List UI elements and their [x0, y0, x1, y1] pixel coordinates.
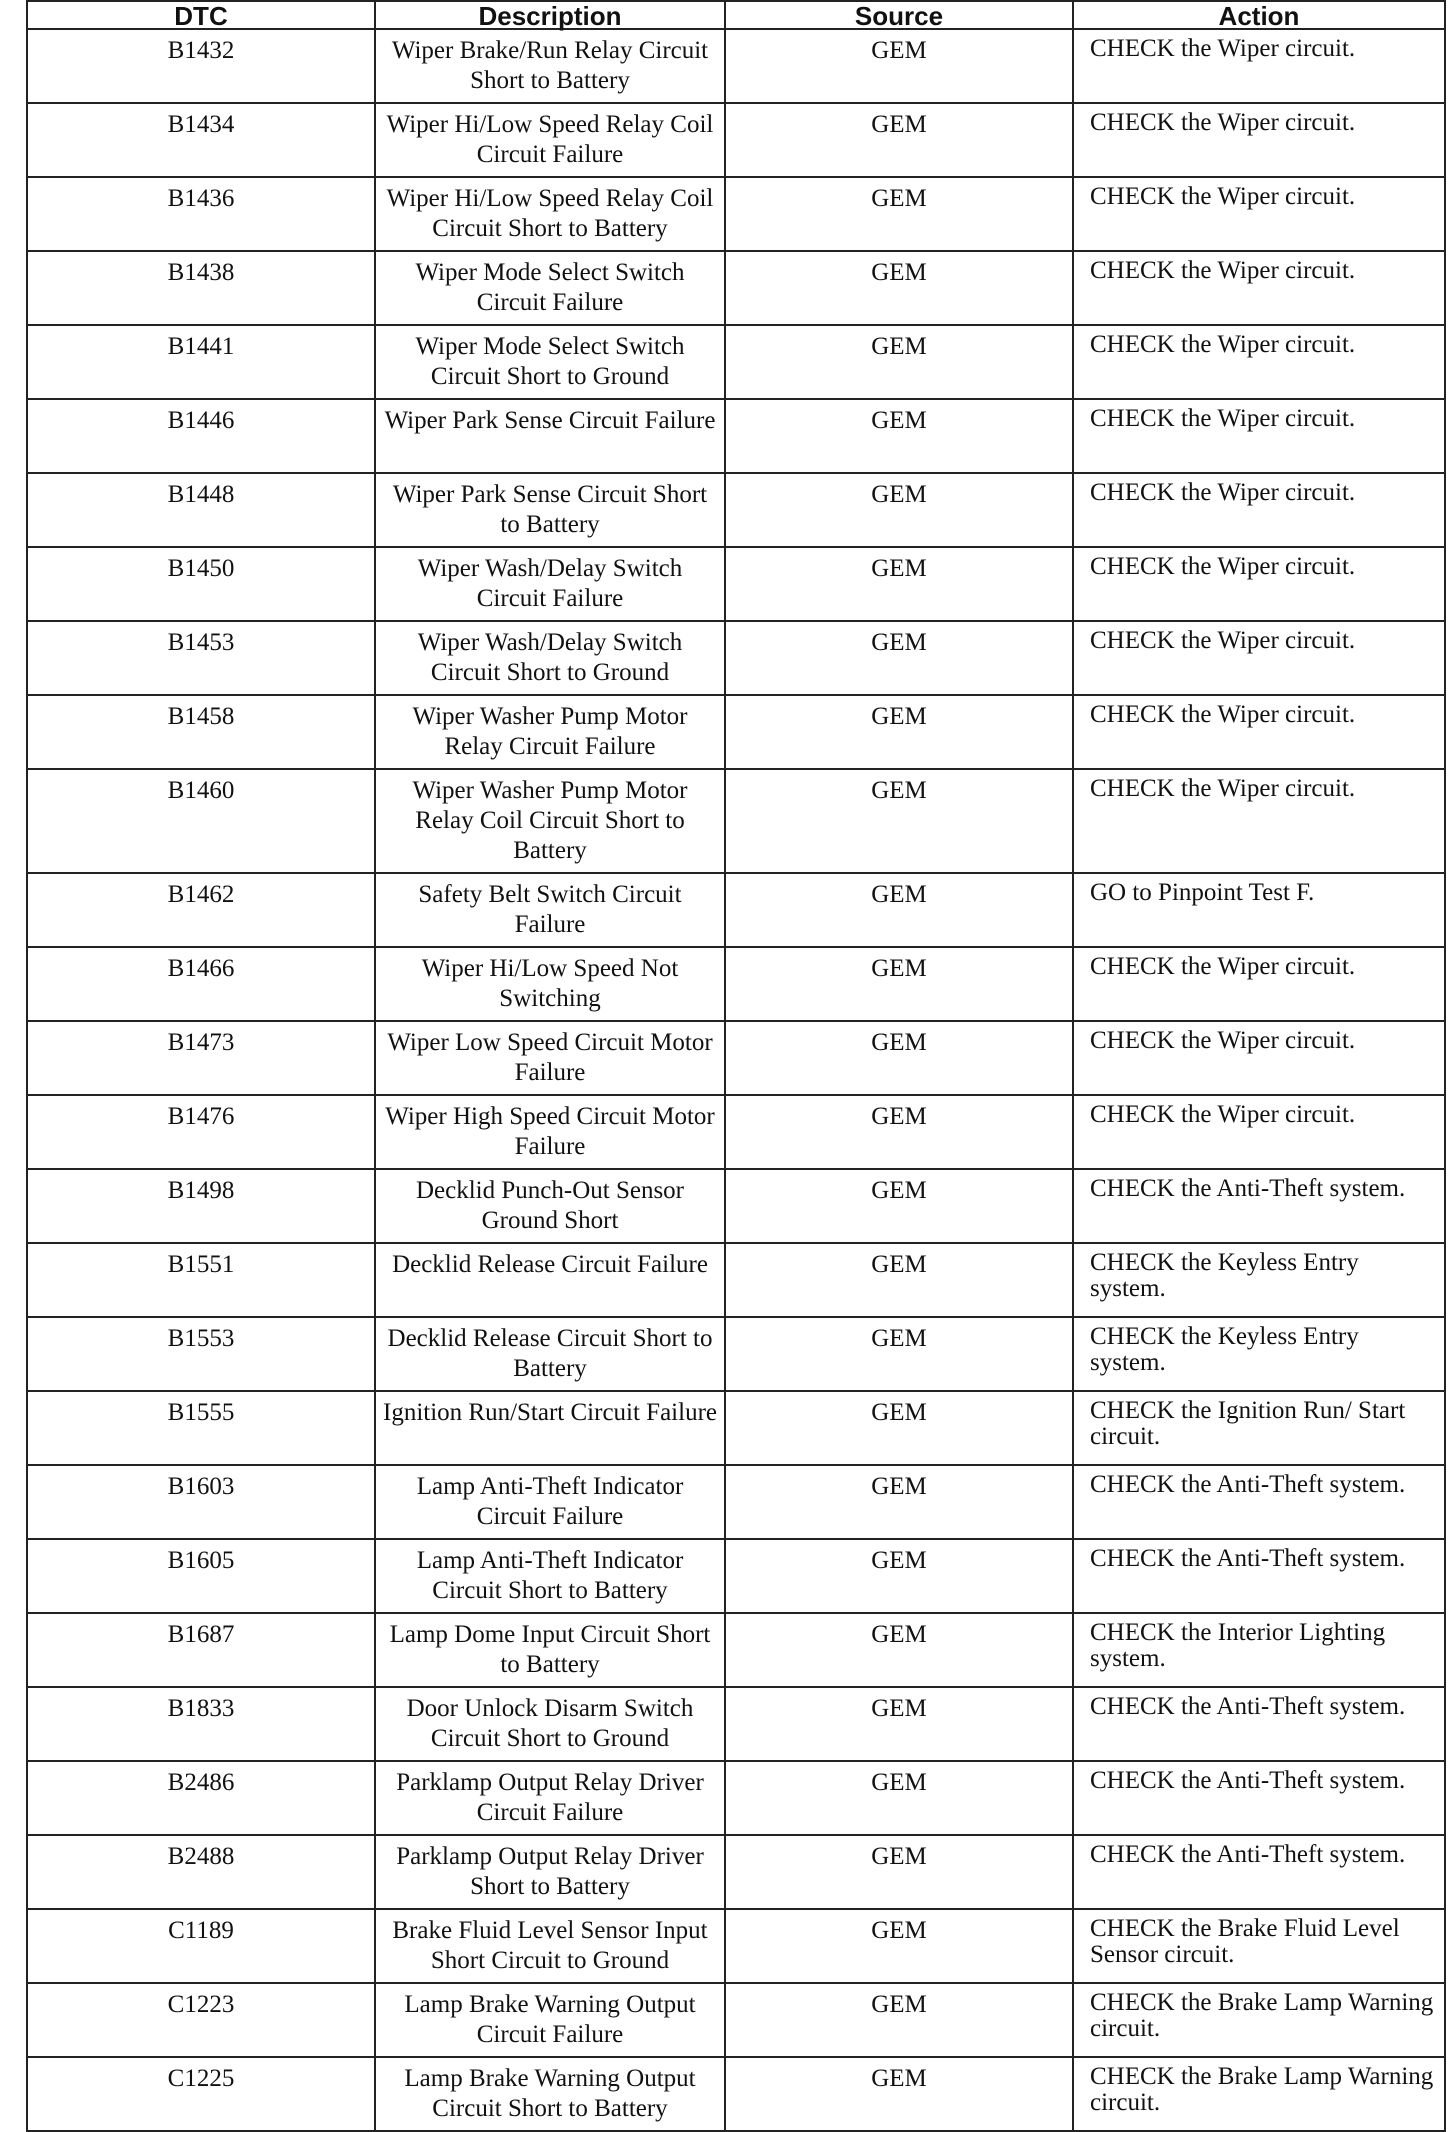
dtc-code: B1833 — [27, 1687, 375, 1761]
dtc-code: B1460 — [27, 769, 375, 873]
dtc-description: Wiper Washer Pump Motor Relay Coil Circuit Short to Battery — [375, 769, 725, 873]
header-description: Description — [375, 1, 725, 29]
dtc-action: CHECK the Wiper circuit. — [1073, 251, 1445, 325]
dtc-source: GEM — [725, 1761, 1073, 1835]
dtc-code: B1441 — [27, 325, 375, 399]
table-row — [27, 251, 1445, 325]
dtc-action: CHECK the Wiper circuit. — [1073, 473, 1445, 547]
dtc-action: CHECK the Wiper circuit. — [1073, 695, 1445, 769]
dtc-action: CHECK the Keyless Entry system. — [1073, 1243, 1445, 1317]
table-row — [27, 1835, 1445, 1909]
dtc-action: CHECK the Anti-Theft system. — [1073, 1169, 1445, 1243]
table-row — [27, 325, 1445, 399]
table-row — [27, 1243, 1445, 1317]
dtc-source: GEM — [725, 251, 1073, 325]
table-row — [27, 1687, 1445, 1761]
table-row — [27, 1909, 1445, 1983]
dtc-description: Lamp Anti-Theft Indicator Circuit Failure — [375, 1465, 725, 1539]
dtc-source: GEM — [725, 1169, 1073, 1243]
table-row — [27, 1391, 1445, 1465]
dtc-action: CHECK the Wiper circuit. — [1073, 769, 1445, 873]
dtc-description: Lamp Brake Warning Output Circuit Failure — [375, 1983, 725, 2057]
table-row — [27, 947, 1445, 1021]
dtc-description: Wiper Low Speed Circuit Motor Failure — [375, 1021, 725, 1095]
dtc-source: GEM — [725, 399, 1073, 473]
header-source: Source — [725, 1, 1073, 29]
dtc-description: Lamp Brake Warning Output Circuit Short to Battery — [375, 2057, 725, 2131]
dtc-description: Wiper Mode Select Switch Circuit Failure — [375, 251, 725, 325]
dtc-code: B1498 — [27, 1169, 375, 1243]
dtc-action: CHECK the Anti-Theft system. — [1073, 1465, 1445, 1539]
dtc-code: B1555 — [27, 1391, 375, 1465]
dtc-source: GEM — [725, 177, 1073, 251]
dtc-source: GEM — [725, 947, 1073, 1021]
dtc-source: GEM — [725, 1391, 1073, 1465]
table-row — [27, 1613, 1445, 1687]
dtc-description: Wiper Hi/Low Speed Relay Coil Circuit Failure — [375, 103, 725, 177]
dtc-source: GEM — [725, 1909, 1073, 1983]
dtc-code: B1450 — [27, 547, 375, 621]
table-row — [27, 1317, 1445, 1391]
table-row — [27, 1169, 1445, 1243]
table-row — [27, 1465, 1445, 1539]
dtc-source: GEM — [725, 1983, 1073, 2057]
dtc-code: B1438 — [27, 251, 375, 325]
dtc-description: Lamp Anti-Theft Indicator Circuit Short to Battery — [375, 1539, 725, 1613]
dtc-description: Wiper Park Sense Circuit Short to Battery — [375, 473, 725, 547]
dtc-source: GEM — [725, 1021, 1073, 1095]
dtc-code: B1458 — [27, 695, 375, 769]
dtc-source: GEM — [725, 547, 1073, 621]
dtc-source: GEM — [725, 873, 1073, 947]
dtc-action: CHECK the Wiper circuit. — [1073, 621, 1445, 695]
dtc-action: CHECK the Anti-Theft system. — [1073, 1539, 1445, 1613]
dtc-action: CHECK the Wiper circuit. — [1073, 547, 1445, 621]
dtc-source: GEM — [725, 2057, 1073, 2131]
dtc-description: Wiper Hi/Low Speed Not Switching — [375, 947, 725, 1021]
dtc-action: CHECK the Keyless Entry system. — [1073, 1317, 1445, 1391]
dtc-code: B1432 — [27, 29, 375, 103]
dtc-action: CHECK the Anti-Theft system. — [1073, 1687, 1445, 1761]
dtc-table — [26, 0, 1446, 2132]
dtc-code: B1436 — [27, 177, 375, 251]
dtc-code: B2488 — [27, 1835, 375, 1909]
dtc-source: GEM — [725, 1835, 1073, 1909]
dtc-description: Wiper Mode Select Switch Circuit Short to Ground — [375, 325, 725, 399]
table-row — [27, 1761, 1445, 1835]
dtc-code: B1446 — [27, 399, 375, 473]
table-row — [27, 547, 1445, 621]
dtc-action: CHECK the Wiper circuit. — [1073, 103, 1445, 177]
dtc-description: Wiper Wash/Delay Switch Circuit Short to Ground — [375, 621, 725, 695]
table-row — [27, 399, 1445, 473]
dtc-action: CHECK the Wiper circuit. — [1073, 325, 1445, 399]
dtc-code: C1189 — [27, 1909, 375, 1983]
dtc-code: B1605 — [27, 1539, 375, 1613]
dtc-code: B1603 — [27, 1465, 375, 1539]
dtc-description: Brake Fluid Level Sensor Input Short Circuit to Ground — [375, 1909, 725, 1983]
dtc-description: Wiper Park Sense Circuit Failure — [375, 399, 725, 473]
table-row — [27, 473, 1445, 547]
table-row — [27, 177, 1445, 251]
dtc-code: B1434 — [27, 103, 375, 177]
table-row — [27, 695, 1445, 769]
dtc-source: GEM — [725, 1095, 1073, 1169]
dtc-code: B2486 — [27, 1761, 375, 1835]
dtc-source: GEM — [725, 769, 1073, 873]
dtc-action: CHECK the Wiper circuit. — [1073, 399, 1445, 473]
dtc-action: CHECK the Interior Lighting system. — [1073, 1613, 1445, 1687]
dtc-source: GEM — [725, 325, 1073, 399]
dtc-action: CHECK the Wiper circuit. — [1073, 947, 1445, 1021]
dtc-code: B1462 — [27, 873, 375, 947]
dtc-source: GEM — [725, 1539, 1073, 1613]
dtc-source: GEM — [725, 695, 1073, 769]
dtc-source: GEM — [725, 1687, 1073, 1761]
dtc-source: GEM — [725, 1243, 1073, 1317]
dtc-code: B1466 — [27, 947, 375, 1021]
header-row — [27, 1, 1445, 29]
dtc-source: GEM — [725, 29, 1073, 103]
dtc-code: B1448 — [27, 473, 375, 547]
dtc-description: Parklamp Output Relay Driver Circuit Failure — [375, 1761, 725, 1835]
table-row — [27, 2057, 1445, 2131]
dtc-action: CHECK the Brake Lamp Warning circuit. — [1073, 1983, 1445, 2057]
dtc-action: CHECK the Wiper circuit. — [1073, 1095, 1445, 1169]
dtc-action: CHECK the Brake Fluid Level Sensor circuit. — [1073, 1909, 1445, 1983]
dtc-code: B1476 — [27, 1095, 375, 1169]
dtc-description: Wiper Brake/Run Relay Circuit Short to Battery — [375, 29, 725, 103]
table-row — [27, 1983, 1445, 2057]
dtc-source: GEM — [725, 621, 1073, 695]
table-row — [27, 1539, 1445, 1613]
dtc-source: GEM — [725, 1317, 1073, 1391]
dtc-code: C1225 — [27, 2057, 375, 2131]
dtc-code: B1473 — [27, 1021, 375, 1095]
dtc-description: Wiper Hi/Low Speed Relay Coil Circuit Short to Battery — [375, 177, 725, 251]
table-row — [27, 1021, 1445, 1095]
dtc-source: GEM — [725, 1465, 1073, 1539]
dtc-description: Ignition Run/Start Circuit Failure — [375, 1391, 725, 1465]
table-header — [27, 1, 1445, 29]
table-row — [27, 873, 1445, 947]
dtc-action: CHECK the Wiper circuit. — [1073, 1021, 1445, 1095]
dtc-description: Decklid Release Circuit Failure — [375, 1243, 725, 1317]
dtc-code: B1687 — [27, 1613, 375, 1687]
table-row — [27, 103, 1445, 177]
dtc-action: CHECK the Wiper circuit. — [1073, 29, 1445, 103]
dtc-description: Wiper High Speed Circuit Motor Failure — [375, 1095, 725, 1169]
dtc-action: CHECK the Ignition Run/ Start circuit. — [1073, 1391, 1445, 1465]
dtc-description: Decklid Release Circuit Short to Battery — [375, 1317, 725, 1391]
dtc-description: Door Unlock Disarm Switch Circuit Short to Ground — [375, 1687, 725, 1761]
header-dtc: DTC — [27, 1, 375, 29]
dtc-source: GEM — [725, 1613, 1073, 1687]
dtc-action: GO to Pinpoint Test F. — [1073, 873, 1445, 947]
dtc-action: CHECK the Anti-Theft system. — [1073, 1761, 1445, 1835]
table-row — [27, 769, 1445, 873]
table-row — [27, 621, 1445, 695]
table-row — [27, 29, 1445, 103]
dtc-description: Lamp Dome Input Circuit Short to Battery — [375, 1613, 725, 1687]
dtc-code: B1553 — [27, 1317, 375, 1391]
dtc-source: GEM — [725, 473, 1073, 547]
table-body — [27, 29, 1445, 2131]
dtc-description: Parklamp Output Relay Driver Short to Battery — [375, 1835, 725, 1909]
dtc-description: Wiper Wash/Delay Switch Circuit Failure — [375, 547, 725, 621]
table-row — [27, 1095, 1445, 1169]
header-action: Action — [1073, 1, 1445, 29]
dtc-action: CHECK the Anti-Theft system. — [1073, 1835, 1445, 1909]
dtc-action: CHECK the Brake Lamp Warning circuit. — [1073, 2057, 1445, 2131]
dtc-description: Wiper Washer Pump Motor Relay Circuit Failure — [375, 695, 725, 769]
dtc-code: B1453 — [27, 621, 375, 695]
dtc-code: B1551 — [27, 1243, 375, 1317]
dtc-description: Safety Belt Switch Circuit Failure — [375, 873, 725, 947]
dtc-description: Decklid Punch-Out Sensor Ground Short — [375, 1169, 725, 1243]
dtc-source: GEM — [725, 103, 1073, 177]
dtc-action: CHECK the Wiper circuit. — [1073, 177, 1445, 251]
dtc-code: C1223 — [27, 1983, 375, 2057]
